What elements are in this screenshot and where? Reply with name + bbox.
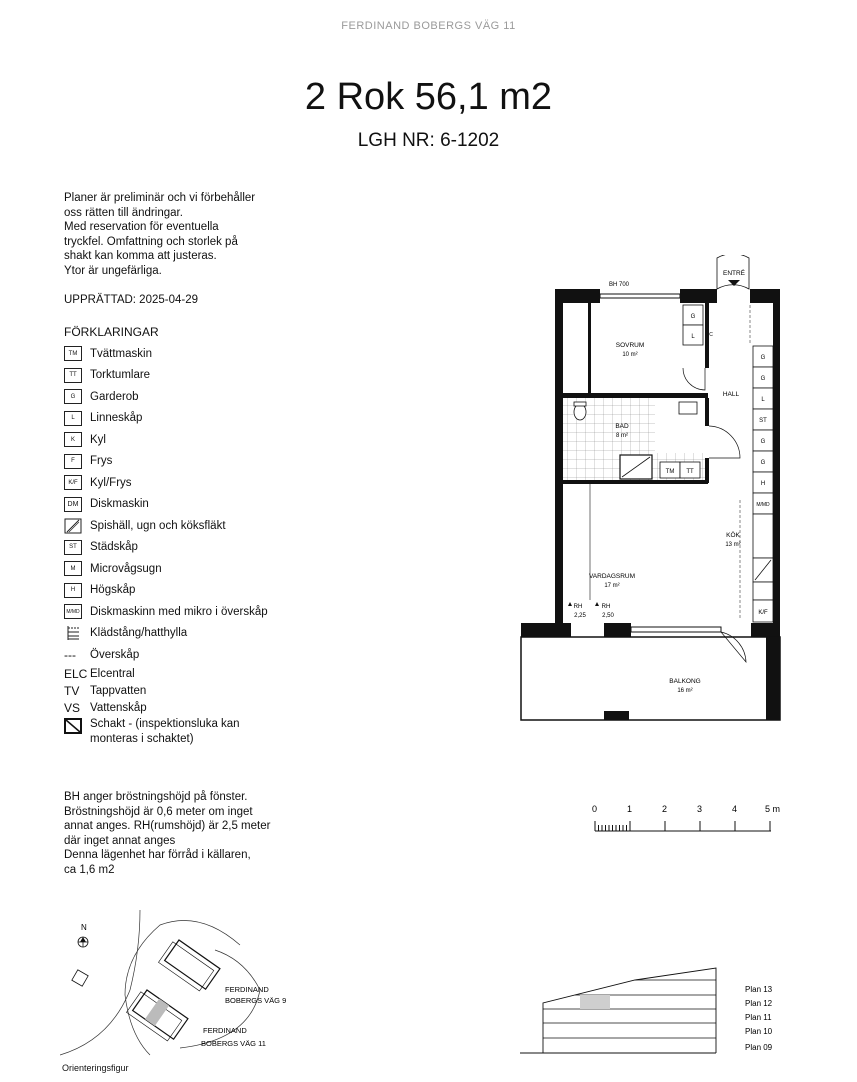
legend-label: Tvättmaskin: [90, 347, 152, 360]
orientation-caption: Orienteringsfigur: [62, 1063, 129, 1073]
legend-code: M: [64, 561, 82, 576]
cabinet-code: L: [761, 397, 765, 403]
legend-code: L: [64, 411, 82, 426]
legend-item: [64, 429, 324, 451]
legend-label: Spishäll, ugn och köksfläkt: [90, 519, 226, 532]
legend-item: [64, 472, 324, 494]
building-11-label: BOBERGS VÄG 11: [201, 1039, 266, 1048]
legend-item: [64, 494, 324, 516]
legend-item: [64, 343, 324, 365]
room-area-living-room: 17 m²: [604, 583, 620, 589]
legend-item: [64, 580, 324, 602]
building-9-label: FERDINAND: [225, 985, 269, 994]
bathroom-door-swing: [709, 426, 740, 458]
legend-title: FÖRKLARINGAR: [64, 325, 159, 339]
legend-item: [64, 386, 324, 408]
note-line: Bröstningshöjd är 0,6 meter om inget: [64, 805, 253, 818]
shaft-line: monteras i schaktet): [90, 732, 194, 745]
room-height-label: RH: [601, 604, 611, 610]
legend-item: [64, 601, 324, 623]
cabinet-code: K/F: [758, 610, 768, 616]
page-title: 2 Rok 56,1 m2: [304, 76, 553, 118]
wall-north-left: [555, 289, 600, 303]
entry-label: ENTRÉ: [722, 270, 746, 277]
window-north: [600, 294, 680, 298]
disclaimer-line: Planer är preliminär och vi förbehåller: [64, 192, 256, 204]
legend-item: [64, 700, 324, 717]
toilet-tank: [574, 402, 586, 406]
wall-bath-south: [563, 480, 708, 484]
legend-item: [64, 515, 324, 537]
cabinet-code: G: [760, 376, 766, 382]
legend-code: K/F: [64, 475, 82, 490]
orientation-map: [60, 905, 320, 1065]
note-line: där inget annat anges: [64, 834, 176, 847]
legend-label: Torktumlare: [90, 369, 151, 382]
legend-label: Klädstång/hatthylla: [90, 627, 188, 640]
shaft-icon: [64, 719, 82, 734]
legend-label: Tappvatten: [90, 685, 147, 697]
floor-label: Plan 13: [745, 985, 773, 994]
room-height-value: 2,25: [574, 613, 586, 619]
legend-label: Linneskåp: [90, 412, 143, 425]
cabinet-code: G: [760, 439, 766, 445]
balcony-wall-east: [766, 637, 780, 720]
disclaimer-text: [64, 191, 294, 279]
shaft-legend-label: [90, 717, 240, 747]
legend-item: [64, 717, 324, 751]
building-9-label: BOBERGS VÄG 9: [225, 996, 287, 1005]
scale-label: 3: [697, 804, 703, 814]
cabinet-code: H: [760, 481, 766, 487]
note-line: Denna lägenhet har förråd i källaren,: [64, 849, 251, 862]
legend-item: [64, 408, 324, 430]
balcony-post: [604, 711, 629, 720]
apartment-number: LGH NR: 6-1202: [357, 130, 500, 151]
legend-item: [64, 623, 324, 645]
scale-bar: [590, 803, 780, 838]
legend-code: TM: [64, 346, 82, 361]
scale-label: 2: [662, 804, 668, 814]
cabinet-code: M/MD: [756, 502, 770, 508]
wall-west: [555, 289, 563, 636]
legend-code: M/MD: [64, 604, 82, 619]
rh-marker-icon: [568, 602, 572, 606]
room-height-label: RH: [573, 604, 583, 610]
scale-label: 1: [627, 804, 633, 814]
building-section-outline: [543, 968, 716, 1053]
legend-code: K: [64, 432, 82, 447]
cabinet-code: G: [760, 460, 766, 466]
created-date: UPPRÄTTAD: 2025-04-29: [64, 294, 199, 306]
legend-code: TV: [64, 684, 80, 698]
shaft-line: Schakt - (inspektionsluka kan: [90, 717, 240, 730]
floor-label: Plan 10: [745, 1027, 773, 1036]
room-area-kitchen: 13 m²: [725, 542, 741, 548]
legend-label: Överskåp: [90, 648, 140, 661]
room-height-value: 2,50: [602, 613, 614, 619]
wall-south-left: [521, 623, 571, 637]
legend-item: [64, 644, 324, 666]
disclaimer-line: shakt kan komma att justeras.: [64, 250, 217, 263]
wall-bath-east-lower: [705, 458, 709, 483]
north-label: N: [81, 923, 87, 932]
room-area-bedroom: 10 m²: [622, 352, 638, 358]
disclaimer-line: Med reservation för eventuella: [64, 221, 219, 234]
room-name-living-room: VARDAGSRUM: [588, 573, 636, 580]
legend-code: TT: [64, 368, 82, 383]
legend-label: Garderob: [90, 390, 139, 403]
legend-label: Frys: [90, 455, 113, 468]
current-floor-highlight: [580, 995, 610, 1009]
legend-label: Kyl: [90, 433, 106, 446]
legend-label: Diskmaskin: [90, 498, 149, 511]
floor-label: Plan 12: [745, 999, 773, 1008]
room-area-bathroom: 8 m²: [616, 433, 628, 439]
wall-south-right: [751, 623, 780, 637]
sink-counter: [753, 514, 773, 558]
legend-code: ST: [64, 540, 82, 555]
closet-code: L: [691, 334, 695, 340]
stove-icon: [64, 518, 82, 533]
appliance-code: TM: [665, 469, 675, 475]
cabinet-code: G: [760, 355, 766, 361]
legend-label: Städskåp: [90, 541, 138, 554]
wall-bedroom-west: [588, 303, 591, 393]
room-area-balcony: 16 m²: [677, 688, 693, 694]
legend-code: DM: [64, 497, 82, 512]
legend-label: Vattenskåp: [90, 702, 147, 714]
legend-item: [64, 537, 324, 559]
legend-item: [64, 683, 324, 700]
disclaimer-line: Ytor är ungefärliga.: [64, 264, 162, 277]
cabinet-code: ST: [759, 418, 767, 424]
legend-label: Elcentral: [90, 668, 135, 680]
legend-label: Högskåp: [90, 584, 136, 597]
project-address: FERDINAND BOBERGS VÄG 11: [341, 20, 516, 32]
counter-box: [753, 582, 773, 600]
wall-north-mid: [680, 289, 717, 303]
window-balcony: [631, 627, 721, 632]
small-building-shape: [72, 970, 88, 986]
legend-item: [64, 666, 324, 683]
legend-item: [64, 365, 324, 387]
scale-label: 0: [592, 804, 598, 814]
room-name-balcony: BALKONG: [669, 678, 701, 685]
floor-label: Plan 09: [745, 1043, 773, 1052]
legend-label: Diskmaskinn med mikro i överskåp: [90, 605, 268, 618]
legend-item: [64, 451, 324, 473]
rh-marker-icon: [595, 602, 599, 606]
closet-code: C: [709, 332, 713, 338]
floor-plan: [515, 255, 790, 725]
note-line: BH anger bröstningshöjd på fönster.: [64, 791, 248, 803]
sink-icon: [679, 402, 697, 414]
legend-code: F: [64, 454, 82, 469]
window-height-label: BH 700: [608, 282, 630, 288]
balcony-outline: [521, 637, 780, 720]
floor-label: Plan 11: [745, 1013, 772, 1022]
legend-code: ELC: [64, 667, 88, 681]
small-building: [72, 970, 88, 986]
notes-text: [64, 790, 304, 878]
legend: [64, 343, 324, 751]
legend-code: VS: [64, 701, 81, 715]
building-9-shape: [165, 940, 220, 989]
scale-label: 4: [732, 804, 738, 814]
wall-bath-east: [705, 398, 709, 426]
floor-section-diagram: [515, 960, 815, 1060]
legend-label: Microvågsugn: [90, 562, 162, 575]
legend-code: H: [64, 583, 82, 598]
room-name-kitchen: KÖK: [726, 532, 740, 539]
note-line: annat anges. RH(rumshöjd) är 2,5 meter: [64, 820, 271, 833]
disclaimer-line: oss rätten till ändringar.: [64, 206, 183, 219]
wall-east: [773, 289, 780, 636]
room-name-hall: HALL: [722, 391, 740, 398]
building-11-label: FERDINAND: [203, 1026, 247, 1035]
appliance-code: TT: [686, 469, 694, 475]
note-line: ca 1,6 m2: [64, 863, 115, 876]
wall-bed-bath: [563, 393, 708, 398]
scale-label: 5 m: [765, 804, 780, 814]
road-outline: [60, 910, 140, 1055]
room-name-bedroom: SOVRUM: [615, 342, 645, 349]
building-9: [158, 938, 219, 994]
legend-code: G: [64, 389, 82, 404]
room-name-bathroom: BAD: [615, 423, 629, 430]
disclaimer-line: tryckfel. Omfattning och storlek på: [64, 235, 238, 248]
legend-item: [64, 558, 324, 580]
clothes-rail-icon: [64, 626, 82, 641]
wall-south-mid: [604, 623, 631, 637]
bedroom-door-swing: [683, 368, 705, 390]
legend-code: ---: [64, 647, 76, 662]
legend-label: Kyl/Frys: [90, 476, 132, 489]
closet-code: G: [690, 314, 696, 320]
